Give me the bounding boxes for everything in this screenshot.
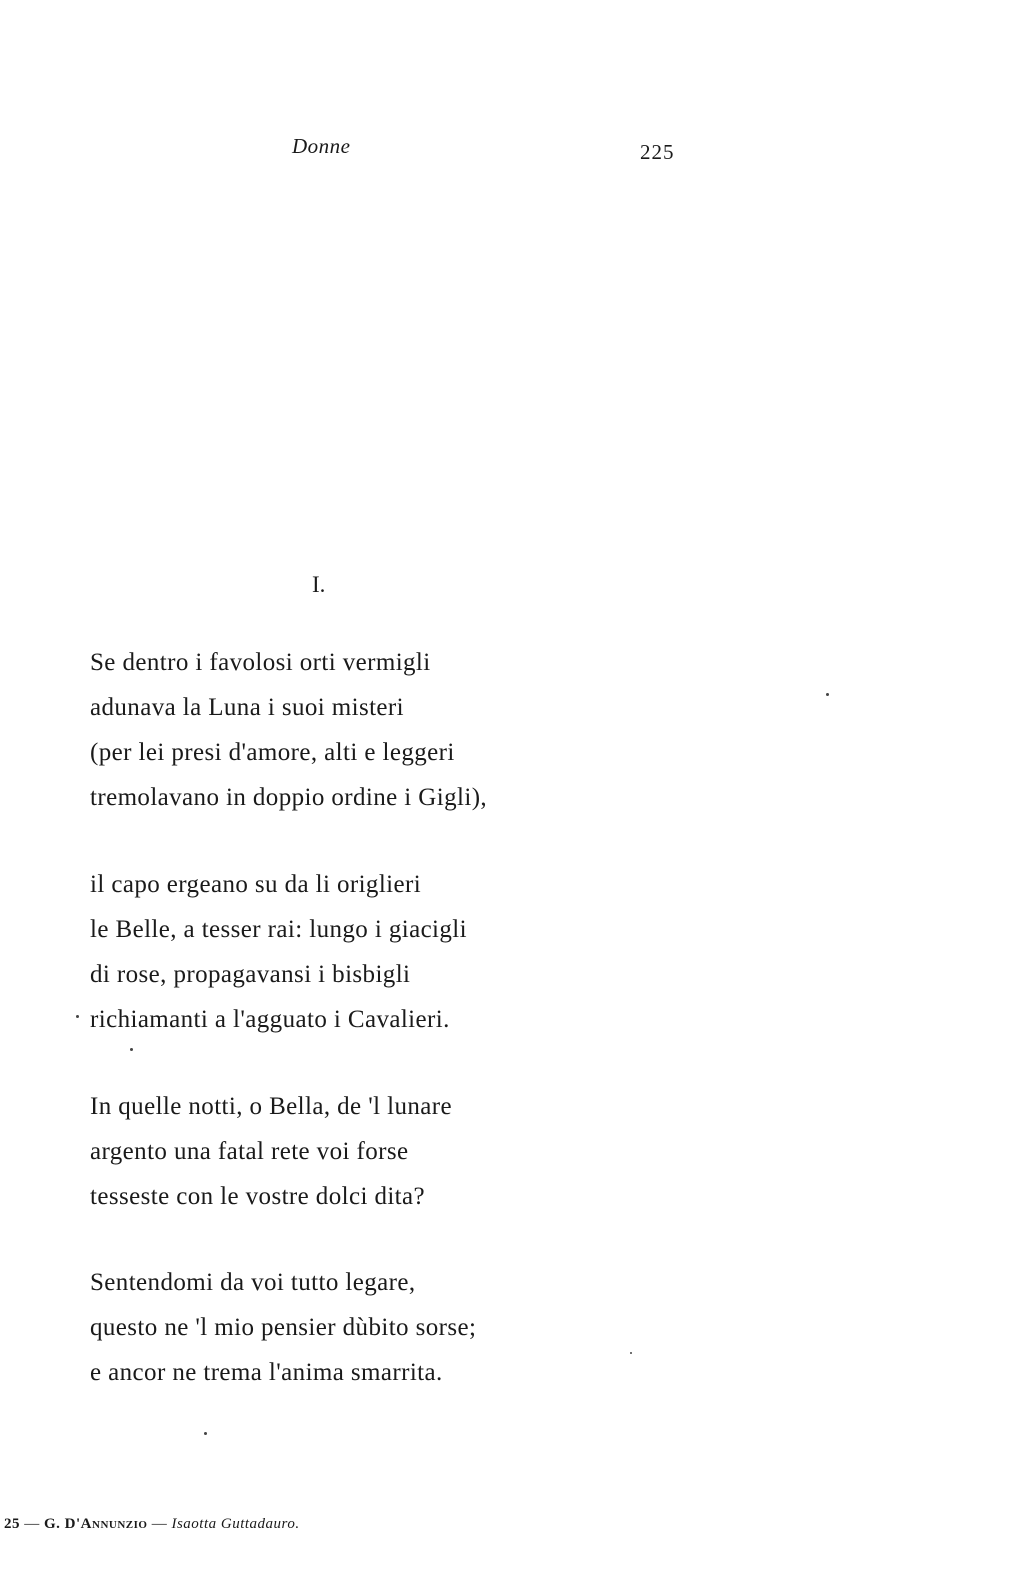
stanza-2 [90,862,467,1042]
page-number: 225 [640,140,675,164]
verse-line: richiamanti a l'agguato i Cavalieri. [90,1006,450,1033]
footer-dash: — [24,1516,40,1532]
footer-dash: — [151,1516,168,1532]
verse-line: tremolavano in doppio ordine i Gigli), [90,784,488,811]
signature-mark: 25 [4,1516,20,1532]
verse-line: argento una fatal rete voi forse [90,1138,409,1165]
verse-line: questo ne 'l mio pensier dùbito sorse; [90,1314,477,1341]
running-title: Donne [292,134,351,158]
stanza-1 [90,640,487,820]
signature-footer [4,1516,300,1533]
verse-line: le Belle, a tesser rai: lungo i giacigli [90,916,467,943]
verse-line: Se dentro i favolosi orti vermigli [90,649,431,676]
footer-author: G. D'Annunzio [44,1516,148,1532]
print-speck [826,693,829,696]
verse-line: e ancor ne trema l'anima smarrita. [90,1359,443,1386]
verse-line: In quelle notti, o Bella, de 'l lunare [90,1093,452,1120]
stanza-4 [90,1260,476,1395]
print-speck [204,1432,207,1435]
sonnet-numeral: I. [312,572,326,597]
footer-work-title: Isaotta Guttadauro. [171,1516,300,1532]
verse-line: tesseste con le vostre dolci dita? [90,1183,426,1210]
print-speck [76,1015,79,1018]
verse-line: adunava la Luna i suoi misteri [90,694,405,721]
verse-line: Sentendomi da voi tutto legare, [90,1269,416,1296]
print-speck [630,1352,632,1354]
verse-line: di rose, propagavansi i bisbigli [90,961,411,988]
verse-line: il capo ergeano su da li origlieri [90,871,422,898]
verse-line: (per lei presi d'amore, alti e leggeri [90,739,455,766]
print-speck [130,1048,133,1051]
stanza-3 [90,1084,452,1219]
